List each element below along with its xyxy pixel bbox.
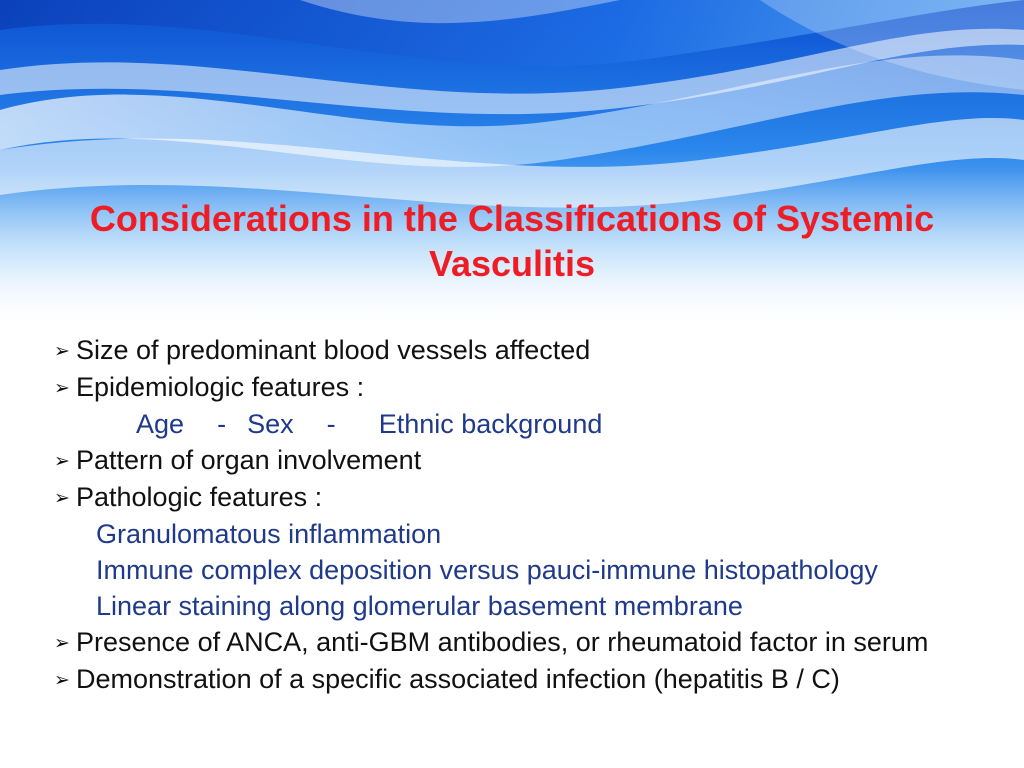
sub-item-demographics xyxy=(54,406,994,442)
sub-text-separator: - xyxy=(326,409,336,439)
sub-text-sex: Sex xyxy=(247,409,294,439)
bullet-text: Epidemiologic features : xyxy=(76,372,365,402)
sub-text-separator: - xyxy=(217,409,227,439)
sub-item-immune-complex: Immune complex deposition versus pauci-immune histopathology xyxy=(96,555,878,585)
bullet-text: Pathologic features : xyxy=(76,482,323,512)
arrow-bullet-icon: ➢ xyxy=(54,377,70,399)
bullet-item-pathologic xyxy=(54,479,994,516)
bullet-item-size xyxy=(54,332,994,369)
arrow-bullet-icon: ➢ xyxy=(54,340,70,362)
slide-title-line-2: Vasculitis xyxy=(428,243,596,284)
sub-text-ethnic: Ethnic background xyxy=(378,409,603,439)
sub-item-linear-staining: Linear staining along glomerular basement membrane xyxy=(96,591,743,621)
slide-title-line-1: Considerations in the Classifications of Systemic xyxy=(89,198,935,239)
arrow-bullet-icon: ➢ xyxy=(54,669,70,691)
bullet-item-anca xyxy=(54,624,994,661)
slide-title xyxy=(0,196,1024,286)
sub-item-granulomatous: Granulomatous inflammation xyxy=(96,519,442,549)
bullet-text: Presence of ANCA, anti-GBM antibodies, or rheumatoid factor in serum xyxy=(76,627,929,657)
bullet-list xyxy=(54,332,994,698)
arrow-bullet-icon: ➢ xyxy=(54,487,70,509)
bullet-text: Pattern of organ involvement xyxy=(76,445,422,475)
arrow-bullet-icon: ➢ xyxy=(54,450,70,472)
arrow-bullet-icon: ➢ xyxy=(54,632,70,654)
sub-text-age: Age xyxy=(136,409,185,439)
bullet-item-infection xyxy=(54,661,994,698)
bullet-text: Demonstration of a specific associated infection (hepatitis B / C) xyxy=(76,664,840,694)
bullet-item-epidemiologic xyxy=(54,369,994,406)
bullet-item-organ xyxy=(54,442,994,479)
bullet-text: Size of predominant blood vessels affected xyxy=(76,335,591,365)
